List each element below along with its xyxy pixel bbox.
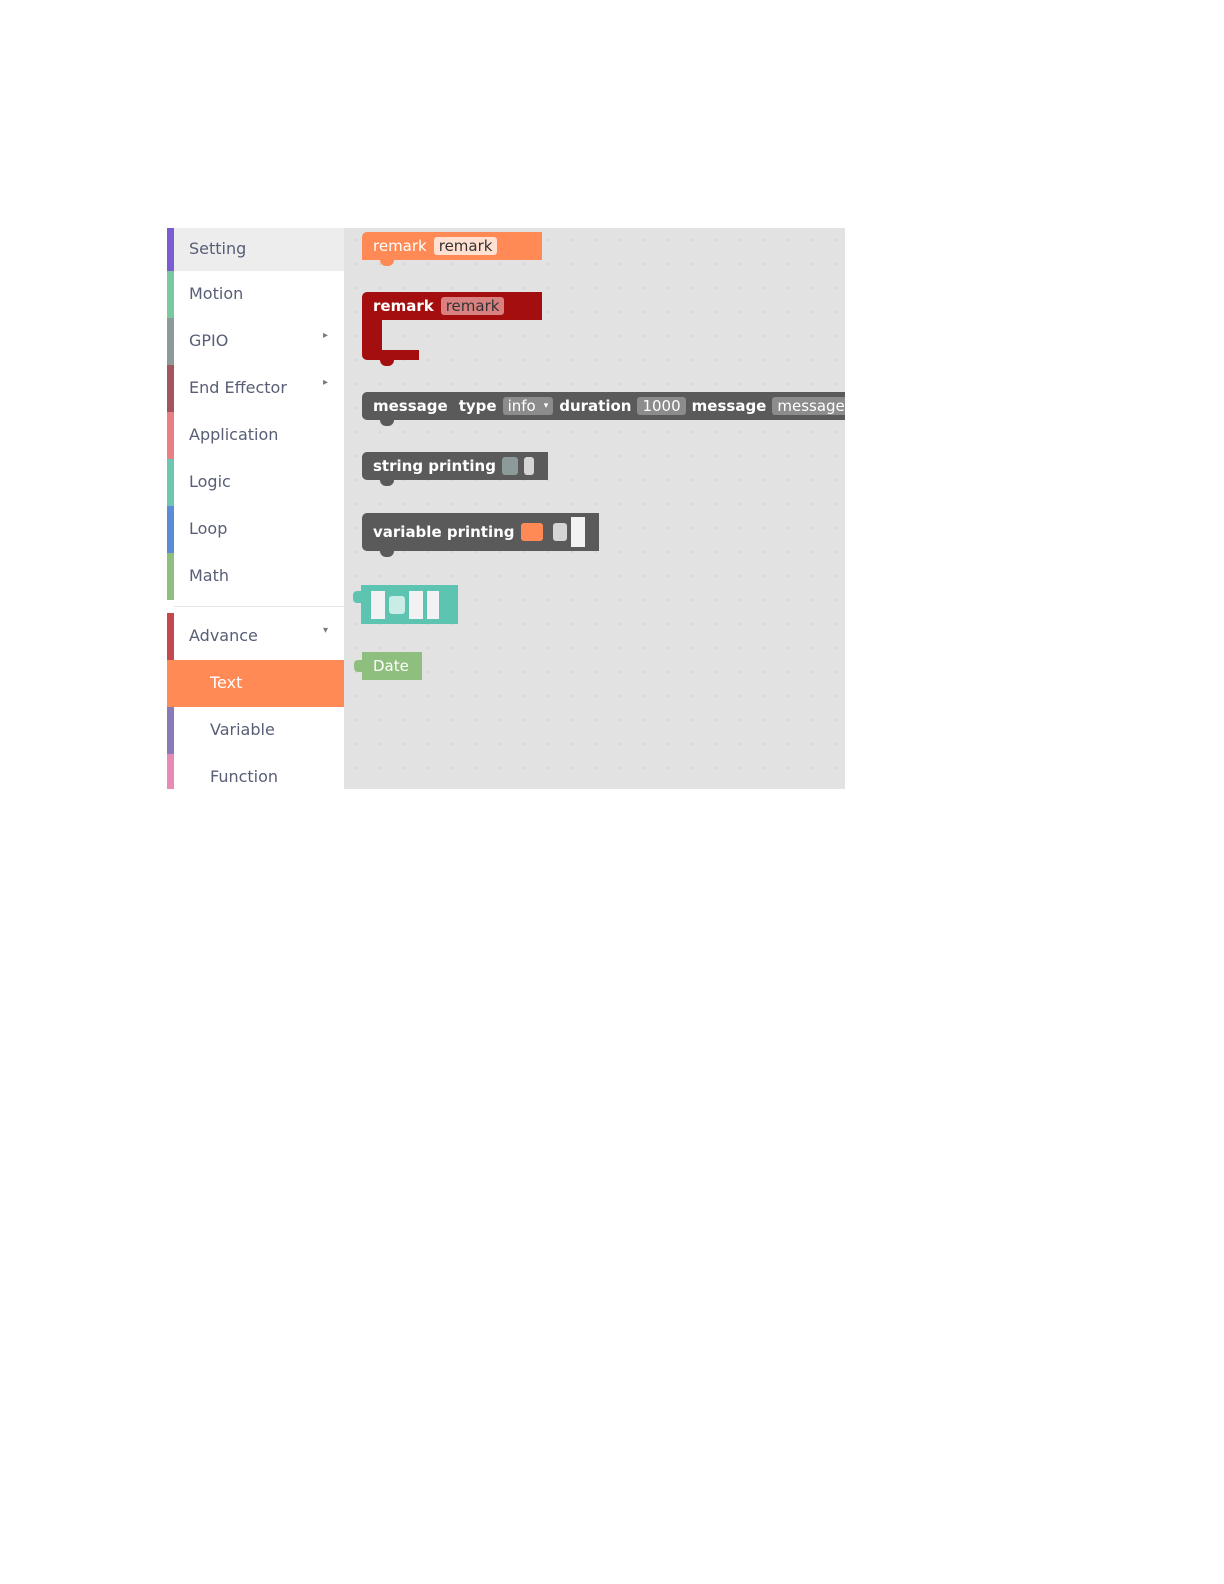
category-label: Variable <box>210 720 275 739</box>
output-tab <box>353 591 361 603</box>
category-motion[interactable] <box>167 271 344 318</box>
category-color-bar <box>167 506 174 553</box>
block-label: message <box>373 397 448 415</box>
category-label: End Effector <box>189 378 287 397</box>
duration-field[interactable]: 1000 <box>637 397 685 415</box>
category-advance[interactable] <box>167 613 344 660</box>
remark-wrap-foot <box>362 350 419 360</box>
message-field[interactable]: message <box>772 397 845 415</box>
message-label: message <box>691 397 767 415</box>
duration-label: duration <box>559 397 632 415</box>
category-color-bar <box>167 459 174 506</box>
type-label: type <box>458 397 497 415</box>
category-setting[interactable] <box>167 228 344 271</box>
category-function[interactable] <box>167 754 344 789</box>
block-label: remark <box>373 237 427 255</box>
category-color-bar <box>167 412 174 459</box>
category-color-bar <box>167 228 174 271</box>
category-label: Text <box>210 673 243 692</box>
category-color-bar <box>167 318 174 365</box>
variable-printing-block[interactable] <box>362 513 599 551</box>
type-value: info <box>507 397 536 415</box>
type-dropdown[interactable] <box>503 397 554 415</box>
toolbox-separator <box>174 606 344 607</box>
remark-block[interactable] <box>362 232 542 260</box>
category-color-bar <box>167 707 174 754</box>
chevron-right-icon: ▸ <box>323 330 329 341</box>
category-loop[interactable] <box>167 506 344 553</box>
remark-text-field[interactable]: remark <box>434 237 498 255</box>
block-label: variable printing <box>373 523 515 541</box>
join-socket-right[interactable] <box>409 591 423 619</box>
block-notch <box>380 551 394 557</box>
block-label: Date <box>373 657 409 675</box>
category-color-bar <box>167 553 174 600</box>
string-input-slot[interactable] <box>502 457 518 475</box>
join-end-socket[interactable] <box>427 591 439 619</box>
category-variable[interactable] <box>167 707 344 754</box>
chevron-right-icon: ▸ <box>323 377 329 388</box>
remark-wrap-arm <box>362 320 382 350</box>
block-notch <box>380 360 394 366</box>
value-input-slot[interactable] <box>524 457 534 475</box>
category-color-bar <box>167 754 174 789</box>
category-label: Loop <box>189 519 228 538</box>
message-block[interactable] <box>362 392 845 420</box>
block-label: string printing <box>373 457 496 475</box>
block-notch <box>380 260 394 266</box>
category-label: Logic <box>189 472 231 491</box>
variable-input-slot[interactable] <box>521 523 543 541</box>
remark-text-field[interactable]: remark <box>441 297 505 315</box>
block-notch <box>380 480 394 486</box>
remark-wrap-block[interactable] <box>362 292 542 320</box>
category-end-effector[interactable] <box>167 365 344 412</box>
output-tab <box>354 660 362 672</box>
category-toolbox <box>167 228 344 789</box>
text-join-block[interactable] <box>361 585 458 624</box>
flyout-workspace[interactable] <box>344 228 845 789</box>
join-input-slot[interactable] <box>389 596 405 614</box>
category-color-bar <box>167 271 174 318</box>
category-gpio[interactable] <box>167 318 344 365</box>
category-color-bar <box>167 613 174 660</box>
category-label: Function <box>210 767 279 786</box>
string-printing-block[interactable] <box>362 452 548 480</box>
category-label: GPIO <box>189 331 229 350</box>
date-block[interactable] <box>362 652 422 680</box>
category-math[interactable] <box>167 553 344 600</box>
category-logic[interactable] <box>167 459 344 506</box>
category-color-bar <box>167 660 174 707</box>
category-label: Motion <box>189 284 244 303</box>
category-application[interactable] <box>167 412 344 459</box>
category-color-bar <box>167 365 174 412</box>
category-label: Advance <box>189 626 258 645</box>
category-label: Math <box>189 566 230 585</box>
chevron-down-icon: ▾ <box>323 625 329 636</box>
dropdown-arrow-icon: ▾ <box>543 401 549 411</box>
block-editor <box>167 228 845 789</box>
value-socket[interactable] <box>571 517 585 547</box>
category-label: Application <box>189 425 279 444</box>
join-socket-left[interactable] <box>371 591 385 619</box>
block-label: remark <box>373 297 434 315</box>
category-label: Setting <box>189 239 247 258</box>
value-input-slot[interactable] <box>553 523 567 541</box>
category-text[interactable] <box>167 660 344 707</box>
block-notch <box>380 420 394 426</box>
